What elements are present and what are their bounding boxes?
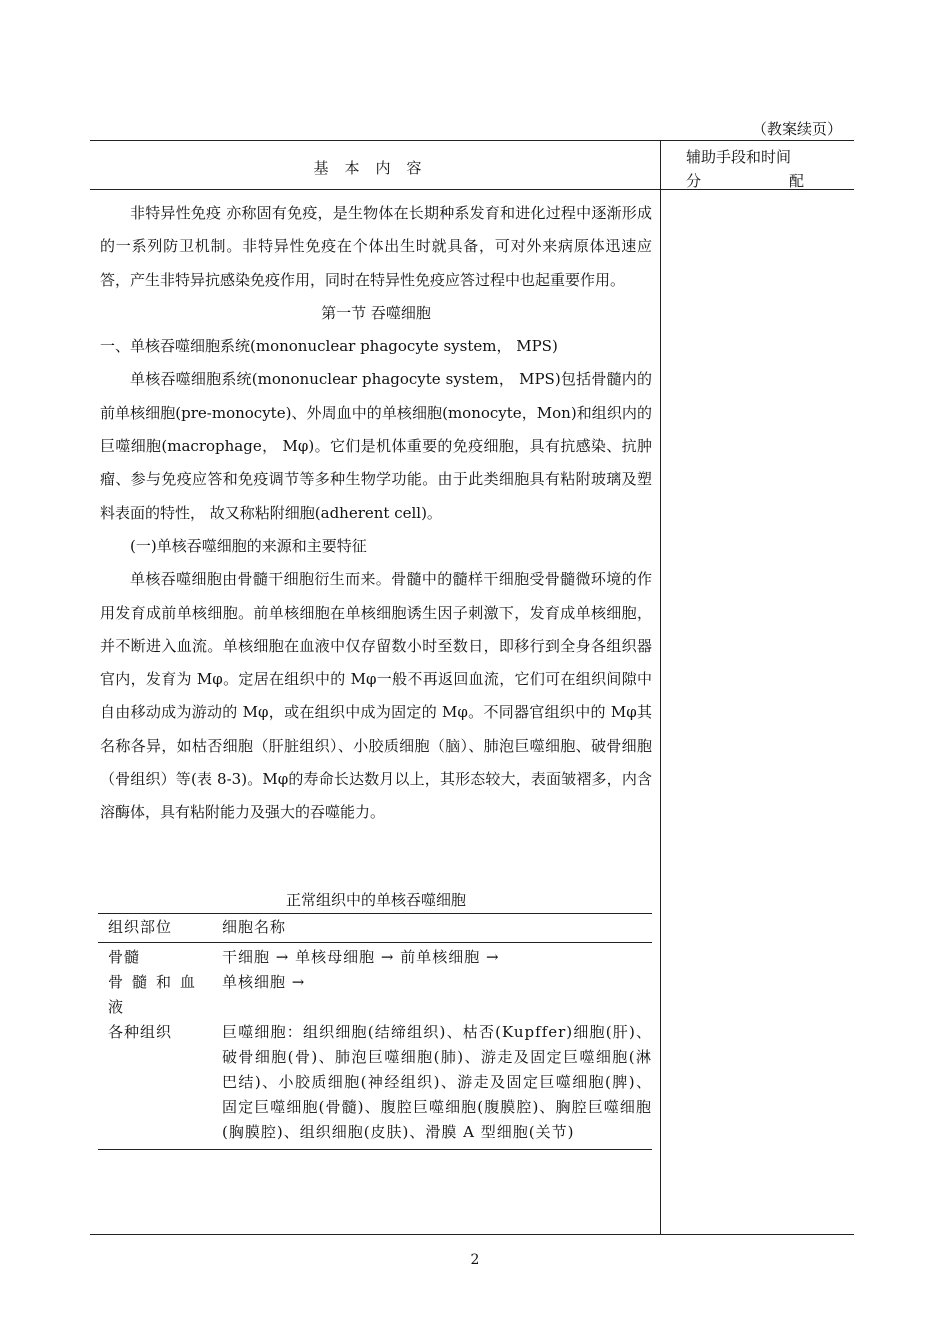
col-header-site: 组织部位 <box>98 914 212 943</box>
intro-paragraph: 非特异性免疫 亦称固有免疫，是生物体在长期种系发育和进化过程中逐渐形成的一系列防卫机制。非特异性免疫在个体出生时就具备，可对外来病原体迅速应答，产生非特异抗感染免疫作用，同时在特异性免疫应答过程中也起重要作用。 <box>100 204 652 289</box>
row-site: 骨髓 <box>108 948 141 966</box>
section-title: 第一节 吞噬细胞 <box>321 303 431 322</box>
side-header-line1: 辅助手段和时间 <box>686 148 792 166</box>
row-cells: 单核细胞 → <box>222 973 306 991</box>
lesson-content <box>100 197 652 830</box>
side-header-word-a: 分 <box>686 172 702 190</box>
table-row <box>98 943 652 971</box>
side-column-header <box>686 145 804 193</box>
phagocyte-table <box>98 913 652 1150</box>
heading-mps: 一、单核吞噬细胞系统(mononuclear phagocyte system， MPS) <box>100 337 558 356</box>
mps-paragraph: 单核吞噬细胞系统(mononuclear phagocyte system， MPS)包括骨髓内的前单核细胞(pre-monocyte)、外周血中的单核细胞(monocyte，Mon)和组织内的巨噬细胞(macrophage， Mφ)。它们是机体重要的免疫细胞，具有抗感染、抗肿瘤、参与免疫应答和免疫调节等多种生物学功能。由于此类细胞具有粘附玻璃及塑料表面的特性， 故又称粘附细胞(adherent cell)。 <box>100 370 652 522</box>
table-header-row <box>98 914 652 943</box>
table-caption: 正常组织中的单核吞噬细胞 <box>285 891 466 909</box>
column-divider <box>660 140 661 1234</box>
origin-paragraph: 单核吞噬细胞由骨髓干细胞衍生而来。骨髓中的髓样干细胞受骨髓微环境的作用发育成前单核细胞。前单核细胞在单核细胞诱生因子刺激下，发育成单核细胞，并不断进入血流。单核细胞在血液中仅存留数小时至数日，即移行到全身各组织器官内，发育为 Mφ。定居在组织中的 Mφ一般不再返回血流，它们可在组织间隙中自由移动成为游动的 Mφ，或在组织中成为固定的 Mφ。不同器官组织中的 Mφ其名称各异，如枯否细胞（肝脏组织）、小胶质细胞（脑）、肺泡巨噬细胞、破骨细胞（骨组织）等(表 8-3)。Mφ的寿命长达数月以上，其形态较大，表面皱褶多，内含溶酶体，具有粘附能力及强大的吞噬能力。 <box>100 570 652 822</box>
row-site: 各种组织 <box>98 1020 212 1150</box>
page-number: 2 <box>470 1252 480 1268</box>
col-header-cells: 细胞名称 <box>212 914 652 943</box>
row-cells: 干细胞 → 单核母细胞 → 前单核细胞 → <box>222 948 500 966</box>
row-cells: 巨噬细胞：组织细胞(结缔组织)、枯否(Kupffer)细胞(肝)、破骨细胞(骨)、肺泡巨噬细胞(肺)、游走及固定巨噬细胞(淋巴结)、小胶质细胞(神经组织)、游走及固定巨噬细胞(脾)、固定巨噬细胞(骨髓)、腹腔巨噬细胞(腹膜腔)、胸腔巨噬细胞(胸膜腔)、组织细胞(皮肤)、滑膜 A 型细胞(关节) <box>212 1020 652 1150</box>
row-site: 骨髓和血液 <box>108 973 205 1016</box>
main-column-header: 基本内容 <box>313 159 438 177</box>
side-header-word-b: 配 <box>788 172 804 190</box>
subheading-origin: (一)单核吞噬细胞的来源和主要特征 <box>130 536 367 555</box>
continued-page-label: （教案续页） <box>751 120 842 138</box>
frame-bottom-rule <box>90 1234 854 1235</box>
table-row <box>98 970 652 1020</box>
table-row <box>98 1020 652 1150</box>
frame-top-rule <box>90 140 854 141</box>
side-header-line2 <box>686 169 804 193</box>
